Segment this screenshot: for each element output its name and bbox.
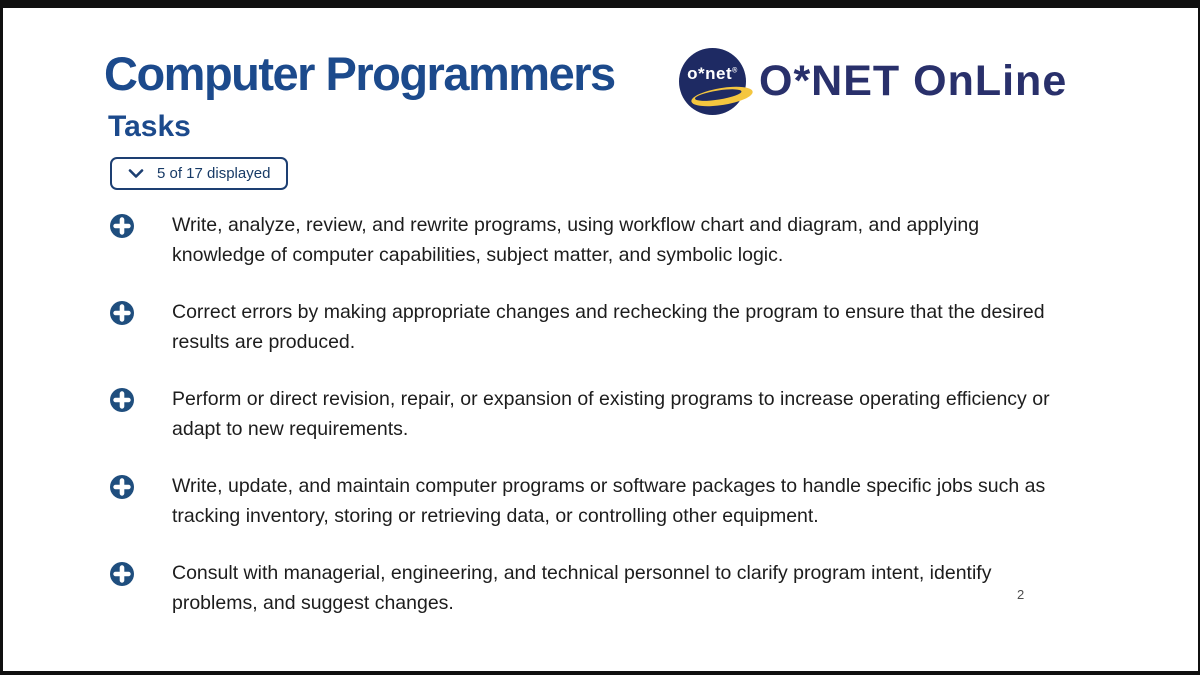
task-text: Write, analyze, review, and rewrite programs, using workflow chart and diagram, and applying knowledge of computer capabilities, subject matter, and symbolic logic. [172, 214, 980, 266]
task-row [110, 472, 1110, 531]
page-title: Computer Programmers [104, 47, 615, 100]
onet-online-logo [679, 48, 1067, 115]
task-row [110, 559, 1110, 618]
task-row [110, 298, 1110, 357]
task-text: Perform or direct revision, repair, or expansion of existing programs to increase operating efficiency or adapt to new requirements. [172, 388, 1050, 440]
task-row [110, 211, 1110, 270]
plus-circle-icon[interactable] [110, 388, 134, 412]
onet-badge-icon [679, 48, 746, 115]
plus-circle-icon[interactable] [110, 562, 134, 586]
chevron-down-icon [128, 169, 144, 179]
task-text: Write, update, and maintain computer programs or software packages to handle specific jobs such as tracking inventory, storing or retrieving data, or controlling other equipment. [172, 475, 1046, 527]
task-text: Consult with managerial, engineering, and technical personnel to clarify program intent, identify problems, and suggest changes. [172, 562, 992, 614]
task-text: Correct errors by making appropriate changes and rechecking the program to ensure that the desired results are produced. [172, 301, 1045, 353]
page-number: 2 [1017, 587, 1025, 602]
onet-swoosh-icon [690, 83, 754, 109]
slide [3, 8, 1198, 671]
onet-badge-text: o*net® [687, 64, 738, 83]
onet-online-wordmark: O*NET OnLine [759, 57, 1068, 105]
plus-circle-icon[interactable] [110, 475, 134, 499]
plus-circle-icon[interactable] [110, 301, 134, 325]
task-list [110, 211, 1110, 646]
task-row [110, 385, 1110, 444]
tasks-displayed-toggle[interactable] [110, 157, 288, 190]
tasks-displayed-label: 5 of 17 displayed [157, 165, 271, 182]
section-title-tasks: Tasks [108, 110, 191, 143]
plus-circle-icon[interactable] [110, 214, 134, 238]
